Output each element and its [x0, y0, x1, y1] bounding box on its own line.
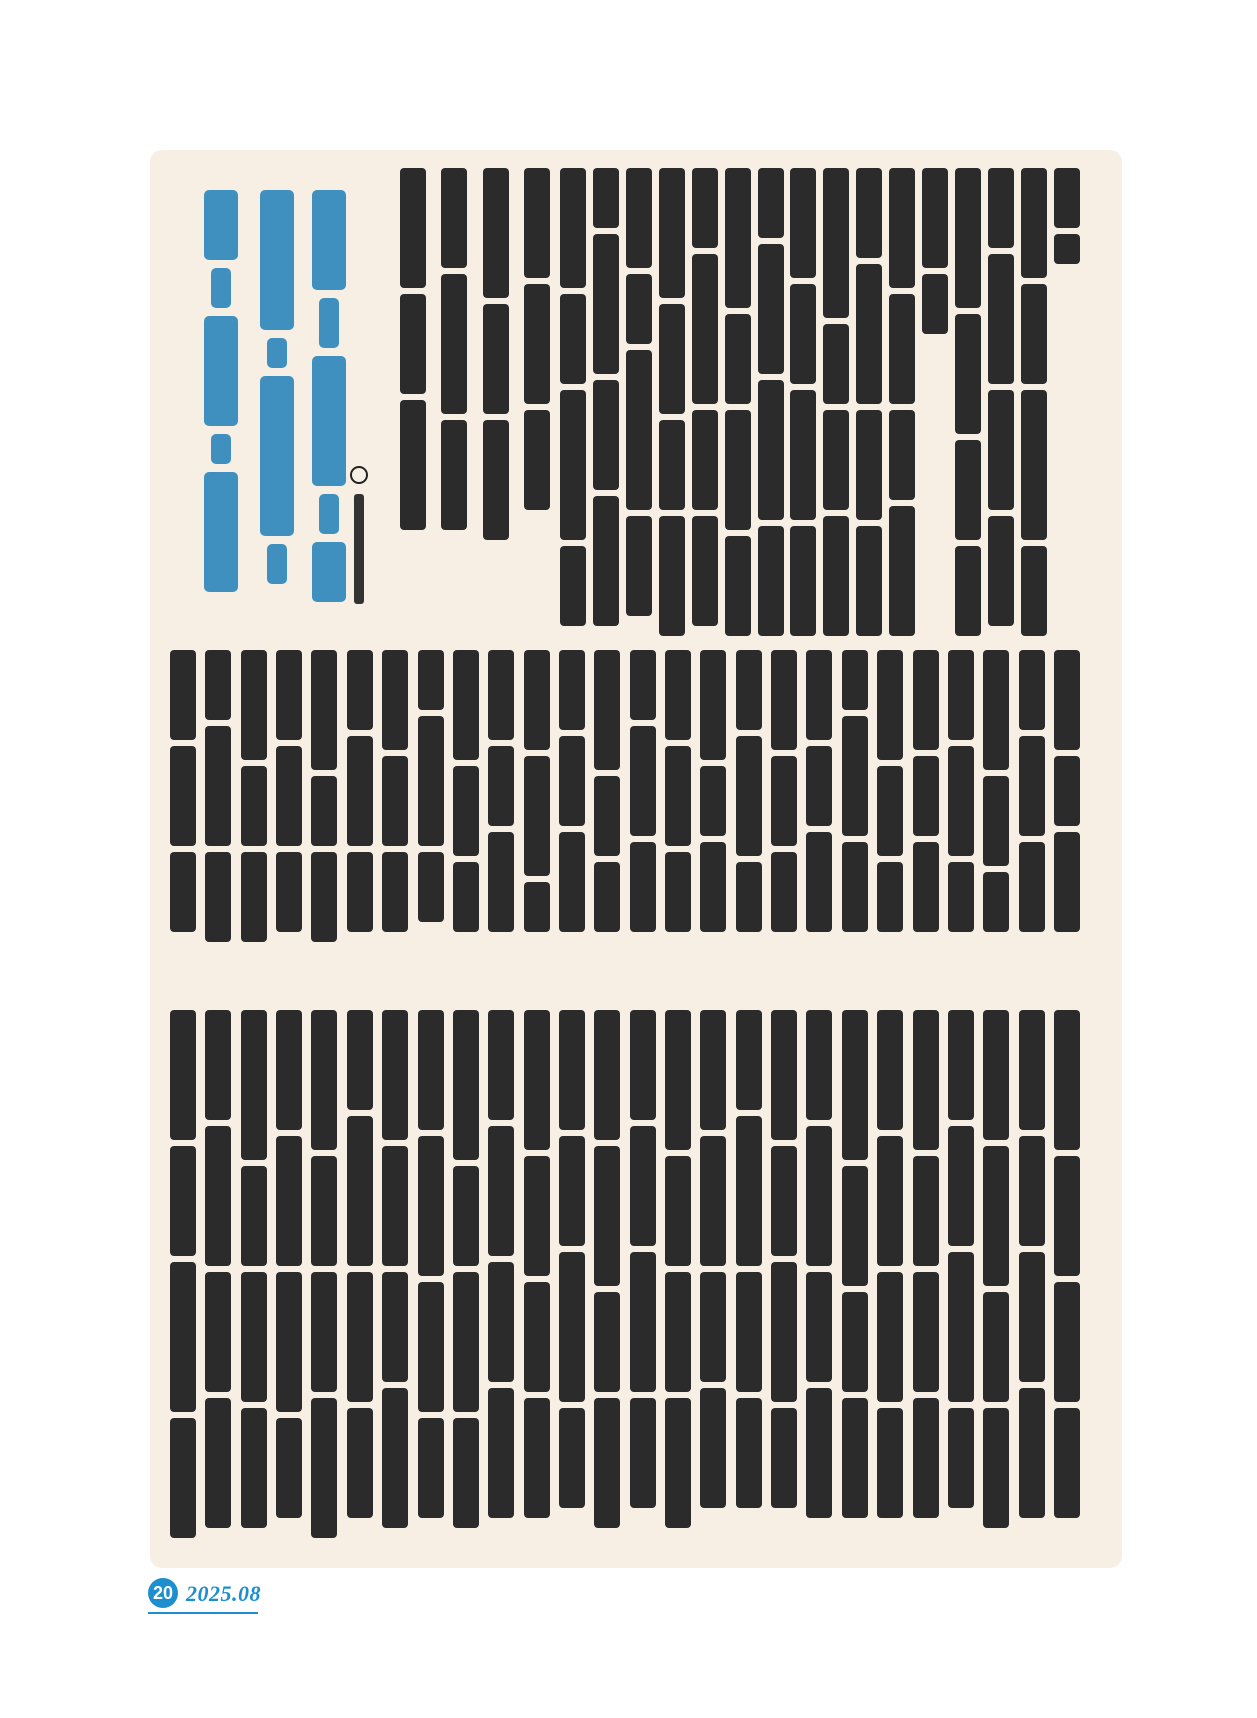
text-column [700, 650, 726, 950]
author-name [354, 494, 364, 604]
text-column [736, 650, 762, 950]
text-column [205, 1010, 231, 1550]
text-column [241, 650, 267, 950]
page-number-badge: 20 [148, 1578, 178, 1608]
text-column [806, 1010, 832, 1550]
text-column [955, 168, 981, 648]
text-column [725, 168, 751, 648]
text-column [1054, 1010, 1080, 1550]
text-block-upper-left [400, 168, 550, 638]
text-column [241, 1010, 267, 1550]
text-column [276, 650, 302, 950]
text-column [593, 168, 619, 648]
text-column [842, 650, 868, 950]
text-column [524, 168, 550, 638]
text-column [823, 168, 849, 648]
text-column [630, 1010, 656, 1550]
text-block-middle [170, 650, 1080, 950]
text-column [922, 168, 948, 648]
text-column [488, 650, 514, 950]
text-column [311, 650, 337, 950]
text-column [594, 650, 620, 950]
text-column [692, 168, 718, 648]
issue-date: 2025.08 [186, 1581, 261, 1606]
text-column [771, 1010, 797, 1550]
text-block-lower [170, 1010, 1080, 1550]
text-column [1054, 650, 1080, 950]
text-column [382, 1010, 408, 1550]
text-column [758, 168, 784, 648]
text-column [453, 1010, 479, 1550]
text-column [889, 168, 915, 648]
text-column [441, 168, 467, 638]
text-column [524, 650, 550, 950]
text-column [559, 1010, 585, 1550]
text-column [170, 1010, 196, 1550]
author-marker-icon [350, 466, 368, 484]
text-column [594, 1010, 620, 1550]
text-column [877, 1010, 903, 1550]
text-column [913, 1010, 939, 1550]
text-column [400, 168, 426, 638]
text-column [983, 1010, 1009, 1550]
text-column [659, 168, 685, 648]
text-column [665, 1010, 691, 1550]
text-column [560, 168, 586, 648]
text-column [170, 650, 196, 950]
text-column [983, 650, 1009, 950]
text-column [418, 650, 444, 950]
text-column [665, 650, 691, 950]
text-column [790, 168, 816, 648]
text-column [948, 1010, 974, 1550]
text-column [626, 168, 652, 648]
text-column [347, 1010, 373, 1550]
author-byline [348, 466, 370, 616]
text-column [488, 1010, 514, 1550]
text-column [913, 650, 939, 950]
text-column [205, 650, 231, 950]
article-title-line-3 [312, 190, 346, 610]
text-column [630, 650, 656, 950]
text-column [347, 650, 373, 950]
text-column [276, 1010, 302, 1550]
text-column [842, 1010, 868, 1550]
text-column [700, 1010, 726, 1550]
text-column [856, 168, 882, 648]
text-column [806, 650, 832, 950]
text-column [771, 650, 797, 950]
text-column [418, 1010, 444, 1550]
article-title-line-2 [260, 190, 294, 610]
text-column [483, 168, 509, 638]
footer-rule [148, 1612, 258, 1614]
text-column [1019, 1010, 1045, 1550]
article-title-line-1 [204, 190, 238, 610]
text-column [559, 650, 585, 950]
text-column [988, 168, 1014, 648]
text-column [948, 650, 974, 950]
text-column [1021, 168, 1047, 648]
text-column [524, 1010, 550, 1550]
text-column [382, 650, 408, 950]
text-column [311, 1010, 337, 1550]
text-column [1019, 650, 1045, 950]
text-column [736, 1010, 762, 1550]
text-column [453, 650, 479, 950]
text-block-upper-right [560, 168, 1080, 648]
text-column [877, 650, 903, 950]
text-column [1054, 168, 1080, 648]
